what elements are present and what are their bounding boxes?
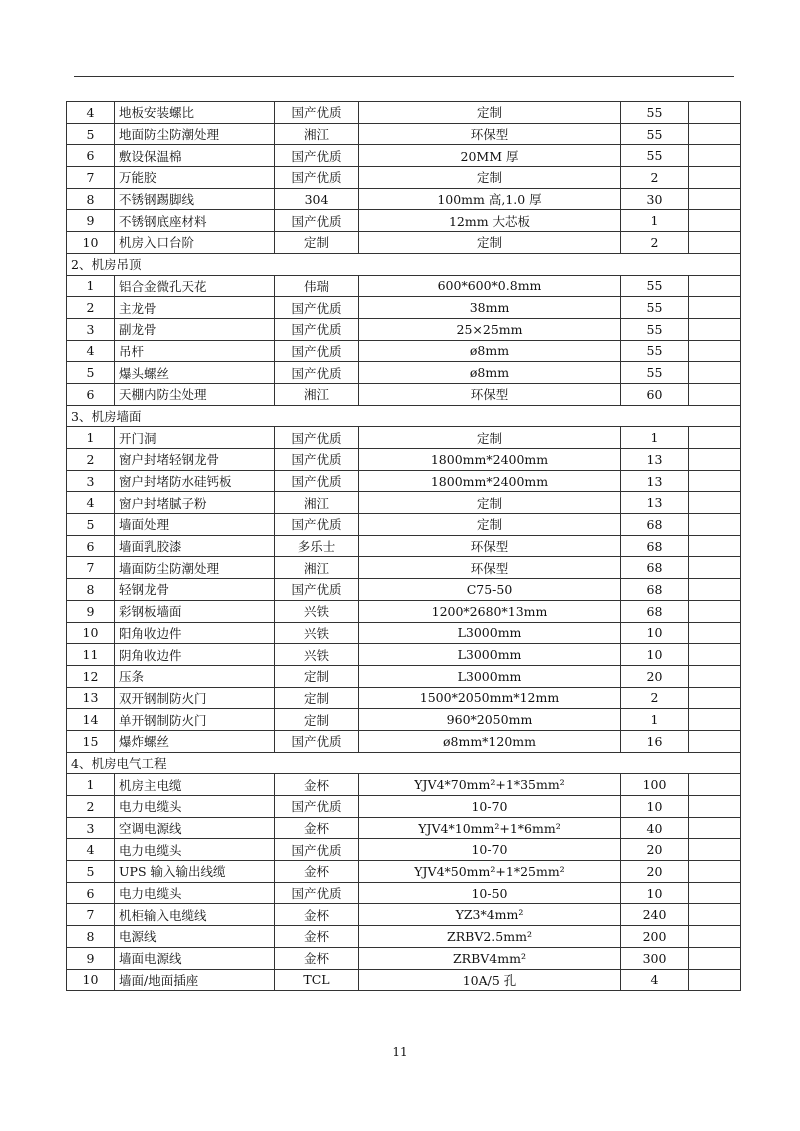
- item-remarks-cell: [689, 882, 741, 904]
- item-quantity-cell: 55: [621, 275, 689, 297]
- table-row: [67, 665, 741, 687]
- item-name-cell: UPS 输入输出线缆: [115, 861, 275, 883]
- section-header-row: [67, 253, 741, 275]
- item-quantity-cell: 240: [621, 904, 689, 926]
- item-brand-cell: 国产优质: [275, 470, 359, 492]
- item-brand-cell: 国产优质: [275, 427, 359, 449]
- table-row: [67, 904, 741, 926]
- item-quantity-cell: 55: [621, 102, 689, 124]
- item-remarks-cell: [689, 232, 741, 254]
- item-quantity-cell: 68: [621, 579, 689, 601]
- item-quantity-cell: 60: [621, 383, 689, 405]
- item-spec-cell: 10-70: [359, 796, 621, 818]
- item-name-cell: 开门洞: [115, 427, 275, 449]
- item-remarks-cell: [689, 470, 741, 492]
- item-spec-cell: 环保型: [359, 535, 621, 557]
- item-spec-cell: 定制: [359, 102, 621, 124]
- item-spec-cell: 25×25mm: [359, 318, 621, 340]
- table-row: [67, 492, 741, 514]
- item-number-cell: 10: [67, 622, 115, 644]
- item-remarks-cell: [689, 514, 741, 536]
- item-spec-cell: 1500*2050mm*12mm: [359, 687, 621, 709]
- table-row: [67, 210, 741, 232]
- item-remarks-cell: [689, 709, 741, 731]
- item-quantity-cell: 55: [621, 145, 689, 167]
- item-name-cell: 万能胶: [115, 167, 275, 189]
- item-quantity-cell: 16: [621, 730, 689, 752]
- table-row: [67, 123, 741, 145]
- item-brand-cell: 金杯: [275, 904, 359, 926]
- item-remarks-cell: [689, 318, 741, 340]
- item-brand-cell: 定制: [275, 665, 359, 687]
- item-number-cell: 3: [67, 318, 115, 340]
- item-brand-cell: 湘江: [275, 123, 359, 145]
- item-name-cell: 电源线: [115, 926, 275, 948]
- item-brand-cell: 多乐士: [275, 535, 359, 557]
- table-row: [67, 882, 741, 904]
- table-row: [67, 557, 741, 579]
- item-name-cell: 爆头螺丝: [115, 362, 275, 384]
- item-name-cell: 副龙骨: [115, 318, 275, 340]
- table-row: [67, 839, 741, 861]
- item-remarks-cell: [689, 774, 741, 796]
- item-brand-cell: 国产优质: [275, 362, 359, 384]
- item-spec-cell: ø8mm: [359, 340, 621, 362]
- item-number-cell: 3: [67, 470, 115, 492]
- item-name-cell: 单开钢制防火门: [115, 709, 275, 731]
- table-row: [67, 817, 741, 839]
- item-brand-cell: 湘江: [275, 383, 359, 405]
- item-spec-cell: ZRBV4mm²: [359, 947, 621, 969]
- table-row: [67, 861, 741, 883]
- item-name-cell: 彩钢板墙面: [115, 600, 275, 622]
- item-spec-cell: 定制: [359, 514, 621, 536]
- item-spec-cell: ø8mm: [359, 362, 621, 384]
- item-quantity-cell: 13: [621, 492, 689, 514]
- item-quantity-cell: 30: [621, 188, 689, 210]
- item-brand-cell: 兴铁: [275, 644, 359, 666]
- item-spec-cell: ø8mm*120mm: [359, 730, 621, 752]
- item-brand-cell: 国产优质: [275, 730, 359, 752]
- item-spec-cell: ZRBV2.5mm²: [359, 926, 621, 948]
- item-number-cell: 1: [67, 774, 115, 796]
- item-name-cell: 空调电源线: [115, 817, 275, 839]
- item-spec-cell: YZ3*4mm²: [359, 904, 621, 926]
- item-brand-cell: 国产优质: [275, 318, 359, 340]
- item-name-cell: 墙面电源线: [115, 947, 275, 969]
- table-row: [67, 362, 741, 384]
- item-quantity-cell: 13: [621, 470, 689, 492]
- item-remarks-cell: [689, 275, 741, 297]
- table-row: [67, 926, 741, 948]
- item-number-cell: 1: [67, 275, 115, 297]
- item-brand-cell: 国产优质: [275, 102, 359, 124]
- item-remarks-cell: [689, 123, 741, 145]
- item-spec-cell: YJV4*10mm²+1*6mm²: [359, 817, 621, 839]
- item-name-cell: 墙面乳胶漆: [115, 535, 275, 557]
- table-row: [67, 275, 741, 297]
- item-remarks-cell: [689, 145, 741, 167]
- item-quantity-cell: 55: [621, 297, 689, 319]
- item-quantity-cell: 100: [621, 774, 689, 796]
- item-name-cell: 电力电缆头: [115, 882, 275, 904]
- item-number-cell: 5: [67, 514, 115, 536]
- table-row: [67, 297, 741, 319]
- item-brand-cell: 金杯: [275, 947, 359, 969]
- item-brand-cell: 国产优质: [275, 167, 359, 189]
- table-row: [67, 969, 741, 991]
- item-quantity-cell: 2: [621, 232, 689, 254]
- item-name-cell: 吊杆: [115, 340, 275, 362]
- item-spec-cell: L3000mm: [359, 622, 621, 644]
- item-quantity-cell: 10: [621, 644, 689, 666]
- item-number-cell: 10: [67, 969, 115, 991]
- item-name-cell: 窗户封堵轻钢龙骨: [115, 449, 275, 471]
- item-name-cell: 电力电缆头: [115, 839, 275, 861]
- item-brand-cell: 定制: [275, 232, 359, 254]
- item-number-cell: 10: [67, 232, 115, 254]
- item-spec-cell: 38mm: [359, 297, 621, 319]
- item-remarks-cell: [689, 210, 741, 232]
- item-remarks-cell: [689, 383, 741, 405]
- item-quantity-cell: 10: [621, 622, 689, 644]
- item-brand-cell: 定制: [275, 687, 359, 709]
- item-spec-cell: 1800mm*2400mm: [359, 470, 621, 492]
- item-quantity-cell: 1: [621, 427, 689, 449]
- table-row: [67, 145, 741, 167]
- item-name-cell: 不锈钢底座材料: [115, 210, 275, 232]
- item-brand-cell: 金杯: [275, 774, 359, 796]
- item-brand-cell: 湘江: [275, 557, 359, 579]
- item-number-cell: 9: [67, 210, 115, 232]
- item-spec-cell: 600*600*0.8mm: [359, 275, 621, 297]
- item-name-cell: 机房入口台阶: [115, 232, 275, 254]
- item-remarks-cell: [689, 102, 741, 124]
- page-number: 11: [392, 1045, 408, 1059]
- item-remarks-cell: [689, 427, 741, 449]
- item-remarks-cell: [689, 947, 741, 969]
- item-quantity-cell: 55: [621, 362, 689, 384]
- item-remarks-cell: [689, 969, 741, 991]
- item-number-cell: 4: [67, 839, 115, 861]
- item-spec-cell: 定制: [359, 427, 621, 449]
- section-title: 2、机房吊顶: [67, 253, 741, 275]
- item-name-cell: 阴角收边件: [115, 644, 275, 666]
- item-brand-cell: 国产优质: [275, 297, 359, 319]
- item-brand-cell: 国产优质: [275, 579, 359, 601]
- item-name-cell: 墙面处理: [115, 514, 275, 536]
- item-spec-cell: L3000mm: [359, 665, 621, 687]
- item-quantity-cell: 68: [621, 600, 689, 622]
- item-brand-cell: 金杯: [275, 817, 359, 839]
- item-number-cell: 8: [67, 188, 115, 210]
- section-title: 4、机房电气工程: [67, 752, 741, 774]
- item-brand-cell: 国产优质: [275, 449, 359, 471]
- item-number-cell: 2: [67, 449, 115, 471]
- table-row: [67, 188, 741, 210]
- item-number-cell: 5: [67, 123, 115, 145]
- item-quantity-cell: 68: [621, 514, 689, 536]
- item-name-cell: 机柜输入电缆线: [115, 904, 275, 926]
- item-brand-cell: 国产优质: [275, 514, 359, 536]
- item-name-cell: 天棚内防尘处理: [115, 383, 275, 405]
- item-name-cell: 窗户封堵腻子粉: [115, 492, 275, 514]
- item-number-cell: 2: [67, 297, 115, 319]
- item-spec-cell: YJV4*50mm²+1*25mm²: [359, 861, 621, 883]
- item-number-cell: 3: [67, 817, 115, 839]
- item-remarks-cell: [689, 579, 741, 601]
- item-number-cell: 6: [67, 383, 115, 405]
- item-number-cell: 2: [67, 796, 115, 818]
- table-row: [67, 167, 741, 189]
- item-quantity-cell: 4: [621, 969, 689, 991]
- section-header-row: [67, 405, 741, 427]
- item-number-cell: 6: [67, 535, 115, 557]
- item-spec-cell: 10-70: [359, 839, 621, 861]
- item-spec-cell: C75-50: [359, 579, 621, 601]
- item-quantity-cell: 55: [621, 318, 689, 340]
- item-quantity-cell: 10: [621, 882, 689, 904]
- item-quantity-cell: 40: [621, 817, 689, 839]
- item-spec-cell: 环保型: [359, 383, 621, 405]
- item-spec-cell: 20MM 厚: [359, 145, 621, 167]
- table-row: [67, 470, 741, 492]
- item-number-cell: 15: [67, 730, 115, 752]
- item-quantity-cell: 68: [621, 557, 689, 579]
- item-name-cell: 地板安装螺比: [115, 102, 275, 124]
- item-quantity-cell: 1: [621, 709, 689, 731]
- item-spec-cell: 环保型: [359, 123, 621, 145]
- item-number-cell: 5: [67, 861, 115, 883]
- table-row: [67, 579, 741, 601]
- item-remarks-cell: [689, 167, 741, 189]
- item-number-cell: 7: [67, 557, 115, 579]
- item-remarks-cell: [689, 817, 741, 839]
- item-number-cell: 9: [67, 600, 115, 622]
- item-name-cell: 电力电缆头: [115, 796, 275, 818]
- item-number-cell: 1: [67, 427, 115, 449]
- table-row: [67, 774, 741, 796]
- item-brand-cell: 国产优质: [275, 839, 359, 861]
- table-row: [67, 687, 741, 709]
- item-remarks-cell: [689, 796, 741, 818]
- item-remarks-cell: [689, 557, 741, 579]
- item-number-cell: 14: [67, 709, 115, 731]
- item-brand-cell: 湘江: [275, 492, 359, 514]
- item-quantity-cell: 55: [621, 340, 689, 362]
- item-quantity-cell: 300: [621, 947, 689, 969]
- item-brand-cell: 国产优质: [275, 796, 359, 818]
- item-remarks-cell: [689, 861, 741, 883]
- item-spec-cell: 1800mm*2400mm: [359, 449, 621, 471]
- table-row: [67, 514, 741, 536]
- item-number-cell: 4: [67, 102, 115, 124]
- table-row: [67, 796, 741, 818]
- item-remarks-cell: [689, 600, 741, 622]
- table-row: [67, 600, 741, 622]
- item-spec-cell: 1200*2680*13mm: [359, 600, 621, 622]
- item-brand-cell: 国产优质: [275, 145, 359, 167]
- item-brand-cell: 304: [275, 188, 359, 210]
- item-number-cell: 12: [67, 665, 115, 687]
- table-row: [67, 535, 741, 557]
- item-brand-cell: 金杯: [275, 861, 359, 883]
- item-remarks-cell: [689, 926, 741, 948]
- table-row: [67, 383, 741, 405]
- table-row: [67, 449, 741, 471]
- item-remarks-cell: [689, 188, 741, 210]
- item-name-cell: 压条: [115, 665, 275, 687]
- item-number-cell: 4: [67, 340, 115, 362]
- item-name-cell: 墙面/地面插座: [115, 969, 275, 991]
- item-number-cell: 7: [67, 904, 115, 926]
- item-number-cell: 8: [67, 579, 115, 601]
- item-quantity-cell: 55: [621, 123, 689, 145]
- table-row: [67, 318, 741, 340]
- item-remarks-cell: [689, 730, 741, 752]
- item-number-cell: 8: [67, 926, 115, 948]
- item-quantity-cell: 200: [621, 926, 689, 948]
- item-quantity-cell: 20: [621, 839, 689, 861]
- item-name-cell: 爆炸螺丝: [115, 730, 275, 752]
- item-quantity-cell: 20: [621, 665, 689, 687]
- item-name-cell: 机房主电缆: [115, 774, 275, 796]
- item-number-cell: 7: [67, 167, 115, 189]
- item-quantity-cell: 13: [621, 449, 689, 471]
- item-name-cell: 墙面防尘防潮处理: [115, 557, 275, 579]
- item-spec-cell: L3000mm: [359, 644, 621, 666]
- item-quantity-cell: 2: [621, 687, 689, 709]
- item-quantity-cell: 68: [621, 535, 689, 557]
- item-number-cell: 11: [67, 644, 115, 666]
- item-brand-cell: TCL: [275, 969, 359, 991]
- table-row: [67, 427, 741, 449]
- item-brand-cell: 国产优质: [275, 340, 359, 362]
- table-row: [67, 102, 741, 124]
- item-remarks-cell: [689, 340, 741, 362]
- item-number-cell: 9: [67, 947, 115, 969]
- item-remarks-cell: [689, 644, 741, 666]
- item-spec-cell: 960*2050mm: [359, 709, 621, 731]
- item-quantity-cell: 1: [621, 210, 689, 232]
- table-row: [67, 947, 741, 969]
- item-spec-cell: 100mm 高,1.0 厚: [359, 188, 621, 210]
- section-title: 3、机房墙面: [67, 405, 741, 427]
- material-table: [66, 101, 741, 991]
- item-name-cell: 阳角收边件: [115, 622, 275, 644]
- item-quantity-cell: 20: [621, 861, 689, 883]
- item-quantity-cell: 10: [621, 796, 689, 818]
- item-number-cell: 6: [67, 145, 115, 167]
- item-remarks-cell: [689, 362, 741, 384]
- item-remarks-cell: [689, 904, 741, 926]
- table-row: [67, 709, 741, 731]
- item-name-cell: 敷设保温棉: [115, 145, 275, 167]
- item-number-cell: 6: [67, 882, 115, 904]
- item-number-cell: 13: [67, 687, 115, 709]
- item-spec-cell: YJV4*70mm²+1*35mm²: [359, 774, 621, 796]
- item-remarks-cell: [689, 297, 741, 319]
- item-remarks-cell: [689, 622, 741, 644]
- header-rule: [74, 76, 734, 77]
- item-name-cell: 不锈钢踢脚线: [115, 188, 275, 210]
- item-remarks-cell: [689, 839, 741, 861]
- item-number-cell: 5: [67, 362, 115, 384]
- table-row: [67, 232, 741, 254]
- item-spec-cell: 定制: [359, 492, 621, 514]
- item-name-cell: 主龙骨: [115, 297, 275, 319]
- item-remarks-cell: [689, 687, 741, 709]
- table-row: [67, 644, 741, 666]
- item-name-cell: 窗户封堵防水硅钙板: [115, 470, 275, 492]
- item-name-cell: 轻钢龙骨: [115, 579, 275, 601]
- section-header-row: [67, 752, 741, 774]
- item-spec-cell: 定制: [359, 167, 621, 189]
- item-brand-cell: 国产优质: [275, 882, 359, 904]
- item-spec-cell: 10A/5 孔: [359, 969, 621, 991]
- item-name-cell: 双开钢制防火门: [115, 687, 275, 709]
- item-number-cell: 4: [67, 492, 115, 514]
- item-remarks-cell: [689, 492, 741, 514]
- table-row: [67, 340, 741, 362]
- table-row: [67, 622, 741, 644]
- item-spec-cell: 环保型: [359, 557, 621, 579]
- item-name-cell: 地面防尘防潮处理: [115, 123, 275, 145]
- item-brand-cell: 定制: [275, 709, 359, 731]
- item-spec-cell: 12mm 大芯板: [359, 210, 621, 232]
- item-brand-cell: 伟瑞: [275, 275, 359, 297]
- item-brand-cell: 兴铁: [275, 600, 359, 622]
- item-spec-cell: 定制: [359, 232, 621, 254]
- item-name-cell: 铝合金微孔天花: [115, 275, 275, 297]
- item-spec-cell: 10-50: [359, 882, 621, 904]
- item-remarks-cell: [689, 535, 741, 557]
- item-brand-cell: 国产优质: [275, 210, 359, 232]
- item-brand-cell: 金杯: [275, 926, 359, 948]
- table-row: [67, 730, 741, 752]
- item-quantity-cell: 2: [621, 167, 689, 189]
- material-table-body: [67, 102, 741, 991]
- item-brand-cell: 兴铁: [275, 622, 359, 644]
- item-remarks-cell: [689, 665, 741, 687]
- item-remarks-cell: [689, 449, 741, 471]
